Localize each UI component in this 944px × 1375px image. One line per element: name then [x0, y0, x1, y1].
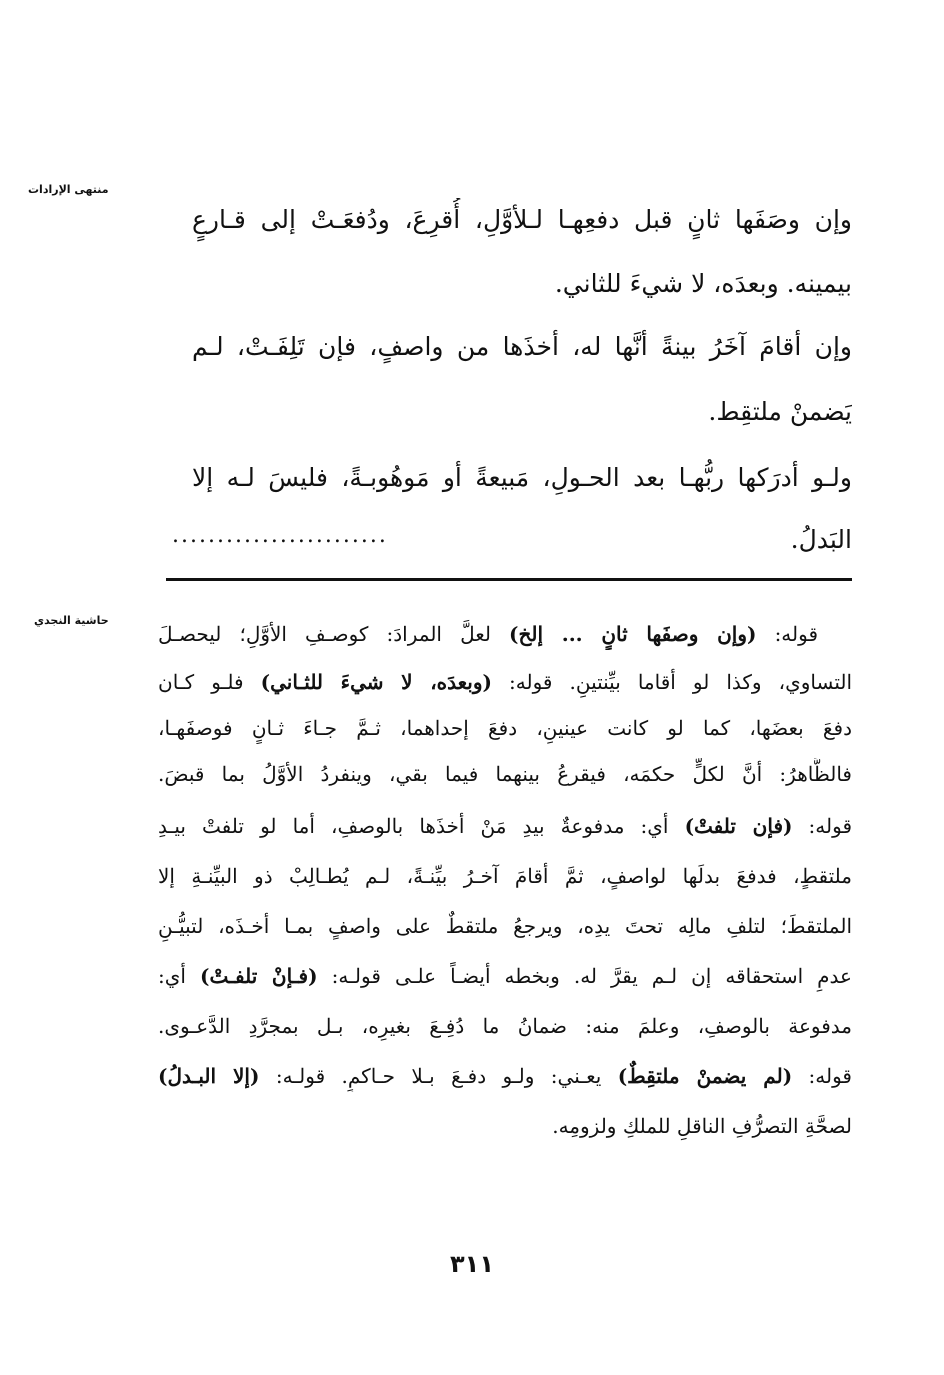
dotted-leader: ........................ [172, 523, 388, 548]
main-line: البَدلُ. [790, 525, 852, 554]
main-line: وإن أقامَ آخَرُ بينةً أنَّها له، أخذَها من واصفٍ، فإن تَلِفَـتْ، لـم [192, 332, 852, 361]
bold-quote: (فإن تلفتْ) [684, 814, 793, 838]
note-line: مدفوعة بالوصفِ، وعلمَ منه: ضمانُ ما دُفِـعَ بغيرِه، بـل بمجرَّدِ الدَّعـوى. [158, 1014, 852, 1038]
note-line: التساوي، وكذا لو أقاما بيِّنتينِ. قوله: (وبعدَه، لا شيءَ للثـاني) فلـو كـان [158, 670, 852, 694]
margin-label-top: منتهى الإرادات [28, 183, 109, 196]
main-line: يَضمنْ ملتقِط. [708, 397, 852, 426]
main-line: وإن وصَفَها ثانٍ قبل دفعِهـا لـلأوَّلِ، أُقرِعَ، ودُفعَـتْ إلى قـارعٍ [192, 205, 852, 234]
note-line: ملتقطٍ، فدفعَ بدلَها لواصفٍ، ثمَّ أقامَ آخـرُ بيِّنـةً، لـم يُطـالِبْ ذو البيِّنـةِ إلا [158, 864, 852, 888]
main-line: ولـو أدرَكها ربُّهـا بعد الحـولِ، مَبيعةً أو مَوهُوبـةً، فليسَ لـه إلا [192, 463, 852, 492]
note-line: عدمِ استحقاقه إن لـم يقرَّ له. وبخطه أيضـاً علـى قولـه: (فـإنْ تلفـتْ) أي: [158, 964, 852, 988]
note-line: الملتقطَ؛ لتلفِ مالِه تحتَ يدِه، ويرجعُ ملتقطٌ على واصفٍ بمـا أخـذَه، لتبيُّـنِ [158, 914, 852, 938]
note-line: فالظَّاهرُ: أنَّ لكلٍّ حكمَه، فيقرعُ بينهما فيما بقي، وينفردُ الأوَّلُ بما قبضَ. [158, 762, 852, 786]
note-line: قوله: (وإن وصفَها ثانٍ ... إلخ) لعلَّ المرادَ: كوصـفِ الأوَّلِ؛ ليحصـلَ [158, 622, 818, 646]
page-number: ٣١١ [450, 1250, 494, 1278]
margin-label-bottom: حاشية النجدي [34, 614, 109, 627]
bold-quote: (إلا البـدلُ) [158, 1064, 260, 1088]
bold-quote: (لم يضمنْ ملتقِطٌ) [617, 1064, 793, 1088]
bold-quote: (فـإنْ تلفـتْ) [200, 964, 318, 988]
note-line: دفعَ بعضَها، كما لو كانت عينينِ، دفعَ إحداهما، ثـمَّ جـاءَ ثـانٍ فوصفَهـا، [158, 716, 852, 740]
footnote-divider [166, 578, 852, 581]
bold-quote: (وإن وصفَها ثانٍ ... إلخ) [509, 622, 757, 646]
note-line: قوله: (فإن تلفتْ) أي: مدفوعةٌ بيدِ مَنْ أخذَها بالوصفِ، أما لو تلفتْ بيـدِ [158, 814, 852, 838]
note-line: قوله: (لم يضمنْ ملتقِطٌ) يعـني: ولـو دفـعَ بـلا حـاكمٍ. قولـه: (إلا البـدلُ) [158, 1064, 852, 1088]
main-line: بيمينه. وبعدَه، لا شيءَ للثاني. [554, 269, 852, 298]
bold-quote: (وبعدَه، لا شيءَ للثـاني) [260, 670, 492, 694]
note-line: لصحَّةِ التصرُّفِ الناقلِ للملكِ ولزومِه. [552, 1114, 852, 1138]
